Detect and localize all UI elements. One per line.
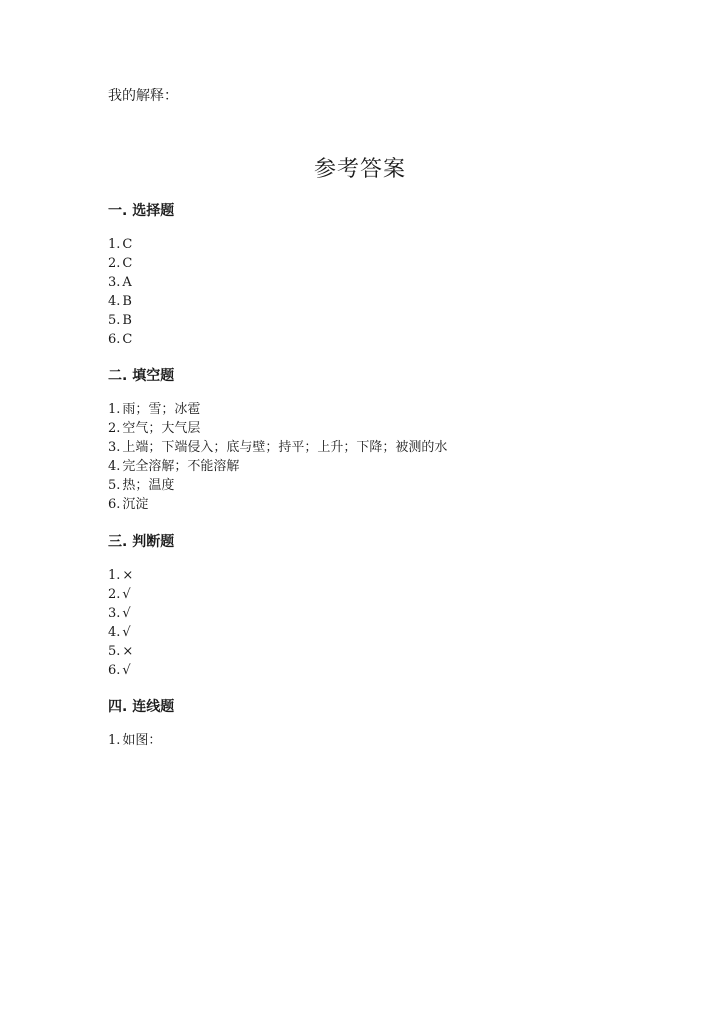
answer-text: B <box>122 294 132 309</box>
answer-number: 4. <box>108 459 121 474</box>
answer-text: 完全溶解；不能溶解 <box>122 459 240 474</box>
answer-text: √ <box>122 587 131 602</box>
section-fill-in-blank <box>108 367 668 514</box>
answer-text: 如图： <box>122 733 162 748</box>
answer-item <box>108 292 668 311</box>
answer-item <box>108 419 668 438</box>
answer-item <box>108 585 668 604</box>
section-matching <box>108 698 668 750</box>
answer-text: × <box>122 644 134 659</box>
answer-number: 1. <box>108 568 121 583</box>
answer-item <box>108 400 668 419</box>
section-heading: 三. 判断题 <box>108 534 175 550</box>
answer-item <box>108 476 668 495</box>
answer-list <box>108 400 668 514</box>
answer-text: √ <box>122 606 131 621</box>
answer-text: 上端；下端侵入；底与壁；持平；上升；下降；被测的水 <box>122 440 448 455</box>
answer-text: 沉淀 <box>122 497 149 512</box>
answer-text: A <box>122 275 132 290</box>
answer-number: 5. <box>108 644 121 659</box>
answer-text: √ <box>122 625 131 640</box>
answer-item <box>108 604 668 623</box>
answer-item <box>108 457 668 476</box>
answer-number: 5. <box>108 478 121 493</box>
answer-item <box>108 254 668 273</box>
answer-item <box>108 566 668 585</box>
answer-number: 4. <box>108 294 121 309</box>
answer-text: √ <box>122 663 131 678</box>
section-heading: 四. 连线题 <box>108 699 175 715</box>
answer-item <box>108 495 668 514</box>
answer-item <box>108 311 668 330</box>
answer-number: 3. <box>108 275 121 290</box>
answer-text: 雨；雪；冰雹 <box>122 402 201 417</box>
answer-text: B <box>122 313 132 328</box>
answer-number: 4. <box>108 625 121 640</box>
answer-item <box>108 642 668 661</box>
answer-text: C <box>122 332 133 347</box>
answer-number: 2. <box>108 587 121 602</box>
answer-number: 3. <box>108 440 121 455</box>
answer-number: 1. <box>108 733 121 748</box>
answer-number: 3. <box>108 606 121 621</box>
answer-item <box>108 731 668 750</box>
answer-number: 5. <box>108 313 121 328</box>
answer-item <box>108 623 668 642</box>
answer-number: 2. <box>108 256 121 271</box>
answer-number: 6. <box>108 497 121 512</box>
section-heading: 二. 填空题 <box>108 368 175 384</box>
answer-item <box>108 235 668 254</box>
answer-text: C <box>122 256 133 271</box>
answer-number: 2. <box>108 421 121 436</box>
answer-item <box>108 273 668 292</box>
my-explanation-label: 我的解释： <box>108 88 178 104</box>
answer-list <box>108 235 668 349</box>
answer-text: × <box>122 568 134 583</box>
answer-item <box>108 330 668 349</box>
answer-text: 空气；大气层 <box>122 421 201 436</box>
answer-item <box>108 661 668 680</box>
answer-item <box>108 438 668 457</box>
answer-number: 1. <box>108 402 121 417</box>
answer-list <box>108 566 668 680</box>
answer-text: C <box>122 237 133 252</box>
answer-number: 6. <box>108 663 121 678</box>
section-heading: 一. 选择题 <box>108 203 175 219</box>
section-multiple-choice <box>108 202 668 349</box>
section-true-false <box>108 533 668 680</box>
answer-list <box>108 731 668 750</box>
answer-key-title: 参考答案 <box>313 157 406 182</box>
answer-number: 1. <box>108 237 121 252</box>
answer-number: 6. <box>108 332 121 347</box>
answer-text: 热；温度 <box>122 478 175 493</box>
